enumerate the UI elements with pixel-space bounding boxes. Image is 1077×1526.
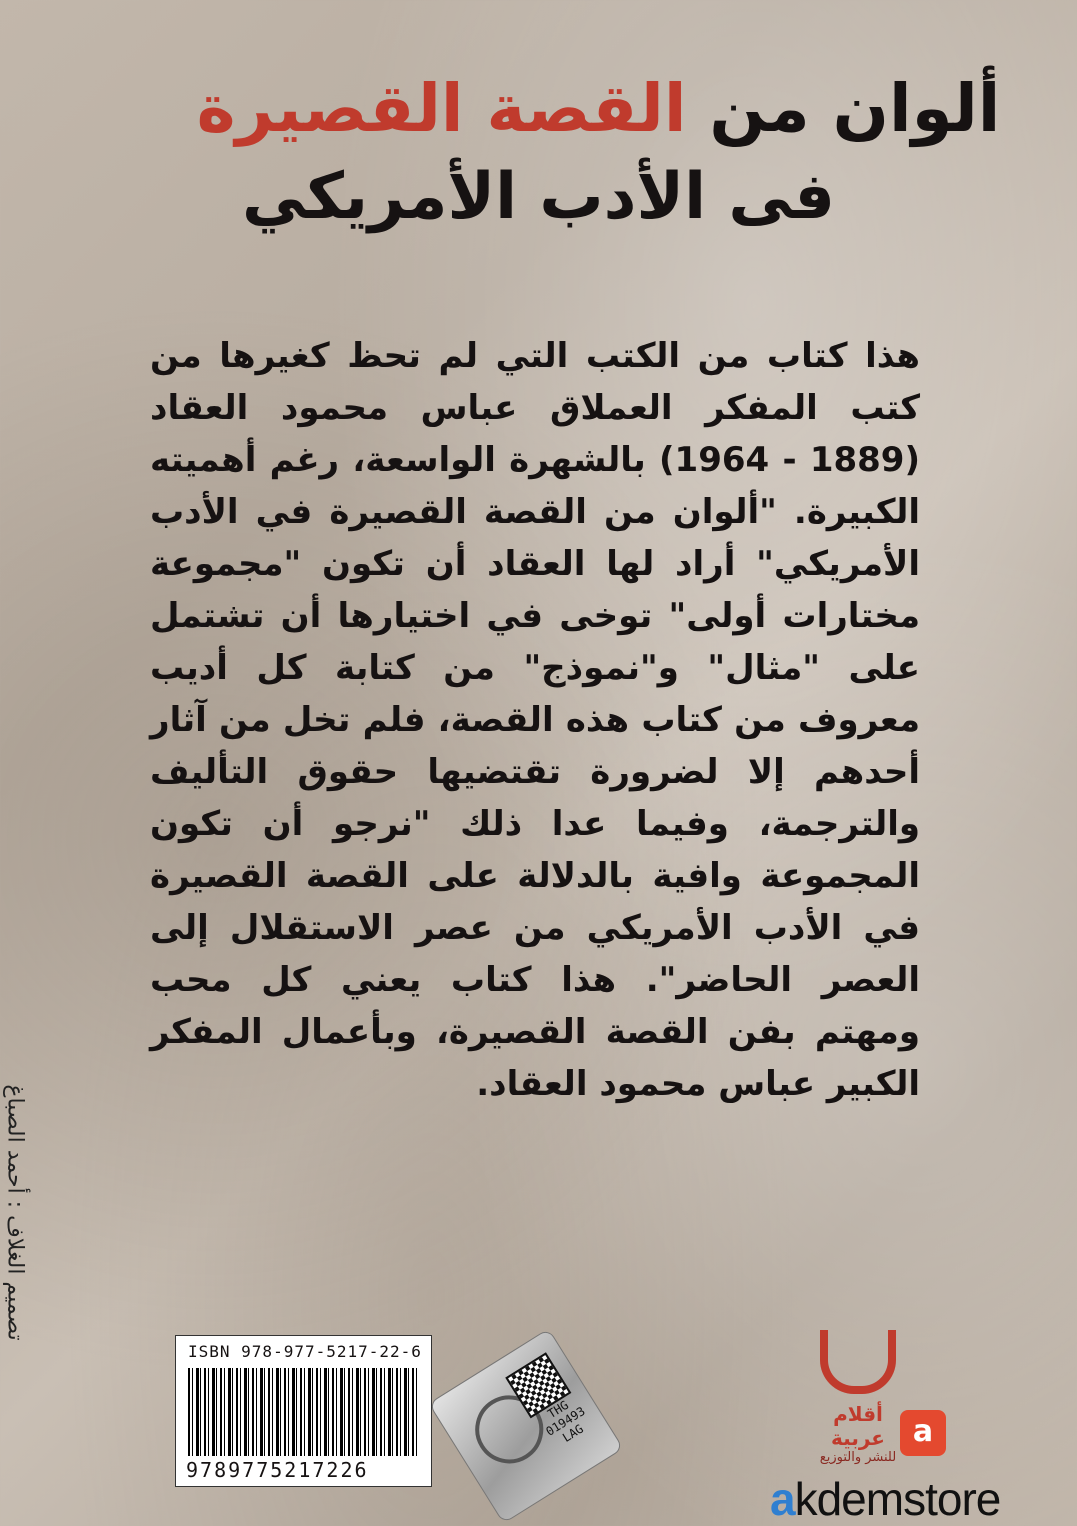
store-book-icon: a (900, 1410, 946, 1456)
cover-designer-credit: تصميم الغلاف : أحمد الصباغ (2, 1084, 28, 1341)
publisher-mark-icon (820, 1330, 896, 1394)
publisher-subtitle: للنشر والتوزيع (819, 1450, 897, 1465)
publisher-logo (808, 1330, 908, 1465)
book-description: هذا كتاب من الكتب التي لم تحظ كغيرها من كتب المفكر العملاق عباس محمود العقاد (1889 - 1964) بالشهرة الواسعة، رغم أهميته الكبيرة. "ألوان من القصة القصيرة في الأدب الأمريكي" أراد لها العقاد أن تكون "مجموعة مختارات أولى" توخى في اختيارها أن تشتمل على "مثال" و"نموذج" من كتابة كل أديب معروف من كتاب هذه القصة، فلم تخل من آثار أحدهم إلا لضرورة تقتضيها حقوق التأليف والترجمة، وفيما عدا ذلك "نرجو أن تكون المجموعة وافية بالدلالة على القصة القصيرة في الأدب الأمريكي من عصر الاستقلال إلى العصر الحاضر". هذا كتاب يعني كل محب ومهتم بفن القصة القصيرة، وبأعمال المفكر الكبير عباس محمود العقاد. (150, 336, 920, 1104)
security-sticker (428, 1328, 624, 1524)
publisher-name: أقلام عربية (831, 1402, 885, 1450)
title-accent: القصة القصيرة (196, 70, 687, 147)
book-title-line-1 (60, 70, 1077, 147)
sticker-code: THG 019493 LAG (543, 1397, 588, 1445)
barcode-number: 9789775217226 (186, 1458, 369, 1482)
store-watermark (770, 1472, 1075, 1526)
barcode-bars (188, 1368, 418, 1456)
store-brand-first: a (770, 1473, 795, 1525)
book-title-line-2: فى الأدب الأمريكي (242, 160, 835, 234)
isbn-label: ISBN 978-977-5217-22-6 (188, 1342, 422, 1361)
isbn-barcode (175, 1335, 432, 1487)
store-brand-rest: kdemstore (794, 1473, 1001, 1525)
title-prefix: ألوان من (709, 70, 1001, 147)
